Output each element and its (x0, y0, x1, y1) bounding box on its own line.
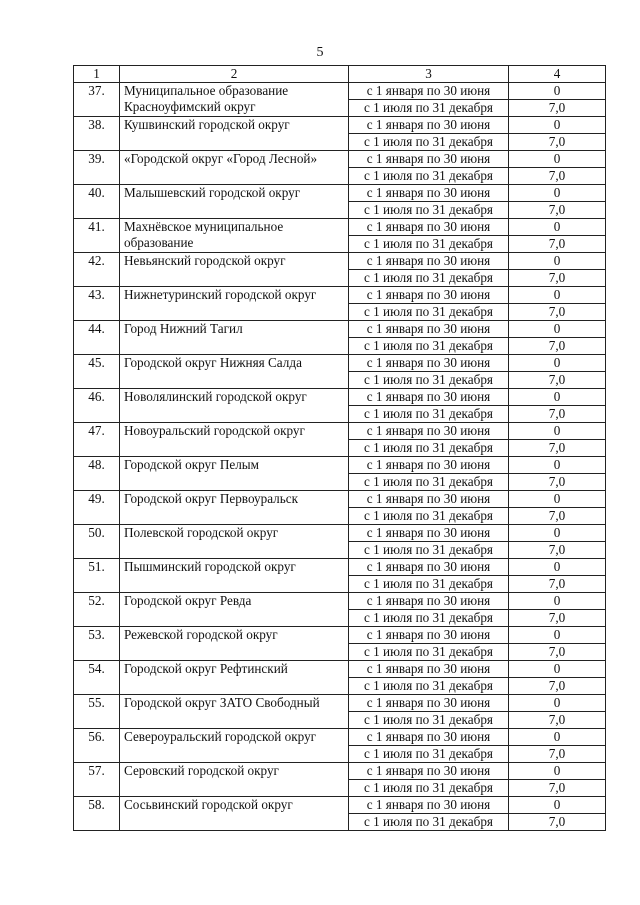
municipality-name: Малышевский городской округ (120, 185, 349, 219)
value-second-half: 7,0 (509, 304, 606, 321)
row-number: 49. (74, 491, 120, 525)
value-second-half: 7,0 (509, 372, 606, 389)
table-header-row (74, 66, 606, 83)
period-second-half: с 1 июля по 31 декабря (349, 338, 509, 355)
period-first-half: с 1 января по 30 июня (349, 321, 509, 338)
period-first-half: с 1 января по 30 июня (349, 763, 509, 780)
value-second-half: 7,0 (509, 508, 606, 525)
period-second-half: с 1 июля по 31 декабря (349, 508, 509, 525)
period-second-half: с 1 июля по 31 декабря (349, 474, 509, 491)
value-first-half: 0 (509, 151, 606, 168)
row-number: 46. (74, 389, 120, 423)
period-first-half: с 1 января по 30 июня (349, 83, 509, 100)
period-second-half: с 1 июля по 31 декабря (349, 236, 509, 253)
row-number: 58. (74, 797, 120, 831)
period-second-half: с 1 июля по 31 декабря (349, 406, 509, 423)
value-first-half: 0 (509, 695, 606, 712)
tariff-table (73, 65, 606, 831)
municipality-name: Город Нижний Тагил (120, 321, 349, 355)
value-second-half: 7,0 (509, 236, 606, 253)
value-second-half: 7,0 (509, 134, 606, 151)
header-cell-3: 3 (349, 66, 509, 83)
value-first-half: 0 (509, 117, 606, 134)
table-row (74, 219, 606, 236)
row-number: 39. (74, 151, 120, 185)
period-first-half: с 1 января по 30 июня (349, 593, 509, 610)
period-first-half: с 1 января по 30 июня (349, 117, 509, 134)
municipality-name: Невьянский городской округ (120, 253, 349, 287)
value-first-half: 0 (509, 797, 606, 814)
value-second-half: 7,0 (509, 542, 606, 559)
row-number: 57. (74, 763, 120, 797)
period-second-half: с 1 июля по 31 декабря (349, 712, 509, 729)
value-first-half: 0 (509, 729, 606, 746)
municipality-name: Пышминский городской округ (120, 559, 349, 593)
municipality-name: Городской округ Первоуральск (120, 491, 349, 525)
value-first-half: 0 (509, 661, 606, 678)
period-first-half: с 1 января по 30 июня (349, 695, 509, 712)
value-first-half: 0 (509, 627, 606, 644)
table-row (74, 389, 606, 406)
table-row (74, 253, 606, 270)
period-second-half: с 1 июля по 31 декабря (349, 168, 509, 185)
municipality-name: Серовский городской округ (120, 763, 349, 797)
period-first-half: с 1 января по 30 июня (349, 525, 509, 542)
value-first-half: 0 (509, 253, 606, 270)
row-number: 45. (74, 355, 120, 389)
value-first-half: 0 (509, 491, 606, 508)
table-row (74, 185, 606, 202)
period-second-half: с 1 июля по 31 декабря (349, 372, 509, 389)
value-first-half: 0 (509, 593, 606, 610)
value-second-half: 7,0 (509, 406, 606, 423)
value-second-half: 7,0 (509, 168, 606, 185)
period-first-half: с 1 января по 30 июня (349, 355, 509, 372)
table-row (74, 355, 606, 372)
municipality-name: Кушвинский городской округ (120, 117, 349, 151)
table-row (74, 83, 606, 100)
row-number: 43. (74, 287, 120, 321)
table-row (74, 661, 606, 678)
value-first-half: 0 (509, 389, 606, 406)
row-number: 56. (74, 729, 120, 763)
period-second-half: с 1 июля по 31 декабря (349, 678, 509, 695)
row-number: 52. (74, 593, 120, 627)
period-first-half: с 1 января по 30 июня (349, 559, 509, 576)
value-second-half: 7,0 (509, 678, 606, 695)
value-first-half: 0 (509, 559, 606, 576)
municipality-name: Городской округ Ревда (120, 593, 349, 627)
period-second-half: с 1 июля по 31 декабря (349, 746, 509, 763)
table-row (74, 423, 606, 440)
value-second-half: 7,0 (509, 338, 606, 355)
period-first-half: с 1 января по 30 июня (349, 457, 509, 474)
table-row (74, 763, 606, 780)
table-row (74, 627, 606, 644)
municipality-name: Североуральский городской округ (120, 729, 349, 763)
period-first-half: с 1 января по 30 июня (349, 287, 509, 304)
municipality-name: Новолялинский городской округ (120, 389, 349, 423)
municipality-name: Махнёвское муниципальное образование (120, 219, 349, 253)
municipality-name: Городской округ Нижняя Салда (120, 355, 349, 389)
period-first-half: с 1 января по 30 июня (349, 491, 509, 508)
value-second-half: 7,0 (509, 270, 606, 287)
municipality-name: Городской округ ЗАТО Свободный (120, 695, 349, 729)
period-first-half: с 1 января по 30 июня (349, 151, 509, 168)
table-row (74, 797, 606, 814)
period-first-half: с 1 января по 30 июня (349, 185, 509, 202)
value-first-half: 0 (509, 219, 606, 236)
table-row (74, 321, 606, 338)
period-first-half: с 1 января по 30 июня (349, 797, 509, 814)
table-row (74, 593, 606, 610)
municipality-name: Городской округ Рефтинский (120, 661, 349, 695)
table-body (74, 66, 606, 831)
row-number: 50. (74, 525, 120, 559)
table-row (74, 695, 606, 712)
value-first-half: 0 (509, 763, 606, 780)
municipality-name: Полевской городской округ (120, 525, 349, 559)
value-first-half: 0 (509, 83, 606, 100)
period-second-half: с 1 июля по 31 декабря (349, 644, 509, 661)
row-number: 53. (74, 627, 120, 661)
value-first-half: 0 (509, 423, 606, 440)
header-cell-1: 1 (74, 66, 120, 83)
period-first-half: с 1 января по 30 июня (349, 423, 509, 440)
value-first-half: 0 (509, 287, 606, 304)
value-second-half: 7,0 (509, 576, 606, 593)
table-row (74, 491, 606, 508)
row-number: 41. (74, 219, 120, 253)
municipality-name: Режевской городской округ (120, 627, 349, 661)
page-number: 5 (316, 45, 324, 60)
value-first-half: 0 (509, 355, 606, 372)
row-number: 54. (74, 661, 120, 695)
value-second-half: 7,0 (509, 100, 606, 117)
municipality-name: Городской округ Пелым (120, 457, 349, 491)
table-row (74, 525, 606, 542)
period-first-half: с 1 января по 30 июня (349, 729, 509, 746)
value-second-half: 7,0 (509, 202, 606, 219)
period-second-half: с 1 июля по 31 декабря (349, 270, 509, 287)
period-second-half: с 1 июля по 31 декабря (349, 814, 509, 831)
row-number: 44. (74, 321, 120, 355)
table-row (74, 457, 606, 474)
period-second-half: с 1 июля по 31 декабря (349, 304, 509, 321)
period-first-half: с 1 января по 30 июня (349, 661, 509, 678)
municipality-name: Сосьвинский городской округ (120, 797, 349, 831)
row-number: 42. (74, 253, 120, 287)
value-second-half: 7,0 (509, 474, 606, 491)
value-second-half: 7,0 (509, 780, 606, 797)
table-row (74, 151, 606, 168)
period-second-half: с 1 июля по 31 декабря (349, 202, 509, 219)
row-number: 55. (74, 695, 120, 729)
value-second-half: 7,0 (509, 610, 606, 627)
municipality-name: Новоуральский городской округ (120, 423, 349, 457)
table-row (74, 287, 606, 304)
period-second-half: с 1 июля по 31 декабря (349, 542, 509, 559)
value-second-half: 7,0 (509, 644, 606, 661)
period-second-half: с 1 июля по 31 декабря (349, 780, 509, 797)
period-second-half: с 1 июля по 31 декабря (349, 610, 509, 627)
value-first-half: 0 (509, 321, 606, 338)
value-first-half: 0 (509, 457, 606, 474)
value-second-half: 7,0 (509, 440, 606, 457)
period-second-half: с 1 июля по 31 декабря (349, 100, 509, 117)
header-cell-2: 2 (120, 66, 349, 83)
row-number: 51. (74, 559, 120, 593)
row-number: 40. (74, 185, 120, 219)
period-first-half: с 1 января по 30 июня (349, 627, 509, 644)
row-number: 48. (74, 457, 120, 491)
value-first-half: 0 (509, 185, 606, 202)
municipality-name: Муниципальное образование Красноуфимский округ (120, 83, 349, 117)
value-first-half: 0 (509, 525, 606, 542)
value-second-half: 7,0 (509, 814, 606, 831)
period-first-half: с 1 января по 30 июня (349, 253, 509, 270)
row-number: 47. (74, 423, 120, 457)
row-number: 37. (74, 83, 120, 117)
value-second-half: 7,0 (509, 746, 606, 763)
table-row (74, 559, 606, 576)
period-second-half: с 1 июля по 31 декабря (349, 576, 509, 593)
period-first-half: с 1 января по 30 июня (349, 219, 509, 236)
municipality-name: «Городской округ «Город Лесной» (120, 151, 349, 185)
value-second-half: 7,0 (509, 712, 606, 729)
period-second-half: с 1 июля по 31 декабря (349, 440, 509, 457)
period-first-half: с 1 января по 30 июня (349, 389, 509, 406)
header-cell-4: 4 (509, 66, 606, 83)
table-row (74, 117, 606, 134)
municipality-name: Нижнетуринский городской округ (120, 287, 349, 321)
table-row (74, 729, 606, 746)
period-second-half: с 1 июля по 31 декабря (349, 134, 509, 151)
row-number: 38. (74, 117, 120, 151)
